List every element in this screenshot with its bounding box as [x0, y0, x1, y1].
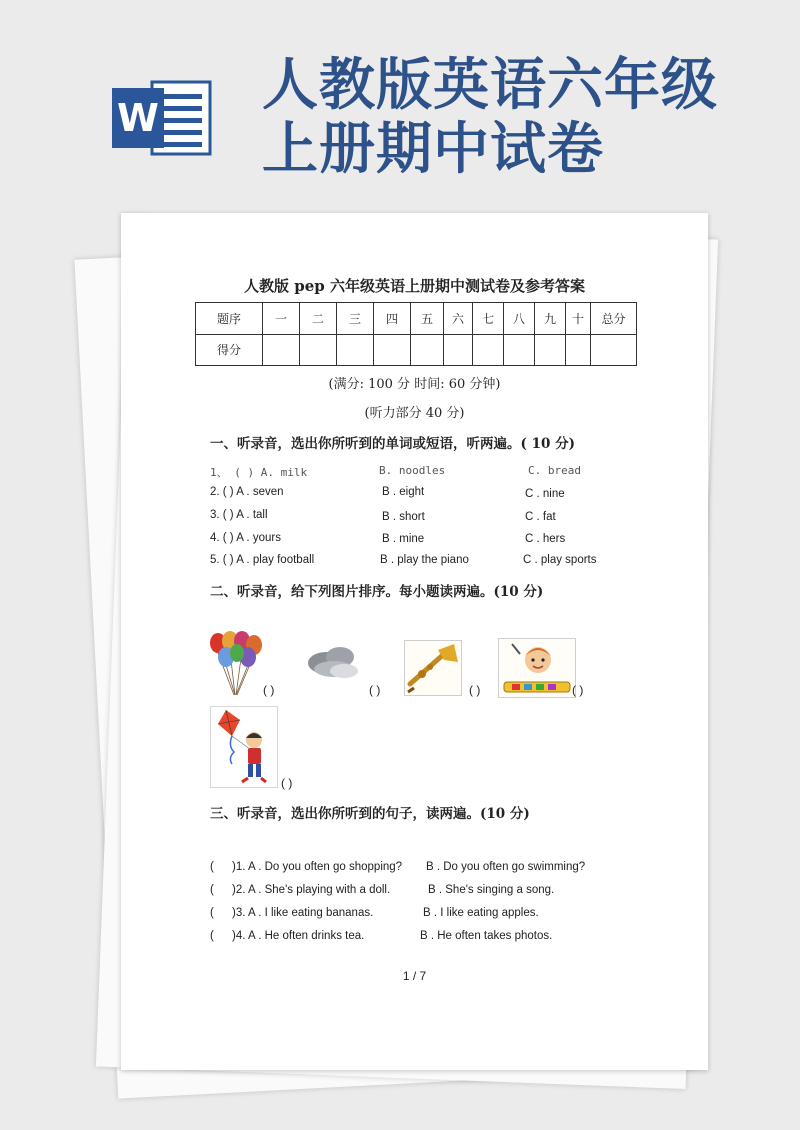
score-table-header-row	[196, 303, 637, 335]
banner-title-line1: 人教版英语六年级	[262, 53, 718, 118]
s1-item3-a: 3. ( ) A . tall	[210, 509, 268, 521]
s1-item5-a: 5. ( ) A . play football	[210, 554, 315, 566]
s1-item2-b: B . eight	[382, 486, 425, 498]
score-header-cell: 十	[566, 303, 591, 335]
trumpet-picture	[404, 640, 462, 696]
s1-item4-b: B . mine	[382, 533, 425, 545]
score-row-label: 得分	[196, 334, 263, 366]
score-cell	[473, 334, 504, 366]
score-header-cell: 三	[337, 303, 374, 335]
section2-title: 二、听录音，给下列图片排序。每小题读两遍。(10 分)	[210, 584, 544, 600]
s3-item3-a: )3. A . I like eating bananas.	[232, 907, 374, 919]
score-header-cell: 题序	[196, 303, 263, 335]
score-cell	[374, 334, 411, 366]
s3-item1-a: )1. A . Do you often go shopping?	[232, 861, 403, 873]
s3-item3-paren[interactable]: (	[210, 907, 214, 919]
s1-item4-c: C . hers	[525, 533, 566, 545]
boy-painting-picture	[498, 638, 576, 698]
score-cell	[566, 334, 591, 366]
s1-item3-c: C . fat	[525, 511, 556, 523]
page-number: 1 / 7	[402, 969, 427, 983]
s3-item3-b: B . I like eating apples.	[423, 907, 539, 919]
score-table-score-row	[196, 334, 637, 366]
banner-title-line2: 上册期中试卷	[262, 117, 604, 182]
answer-paren-2[interactable]: ( )	[369, 683, 381, 697]
score-header-cell: 二	[300, 303, 337, 335]
section1-title: 一、听录音，选出你所听到的单词或短语，听两遍。( 10 分)	[210, 436, 575, 452]
score-cell	[411, 334, 444, 366]
answer-paren-1[interactable]: ( )	[263, 683, 275, 697]
s3-item1-paren[interactable]: (	[210, 861, 214, 873]
section3-title: 三、听录音，选出你所听到的句子，读两遍。(10 分)	[210, 806, 530, 822]
score-cell	[263, 334, 300, 366]
score-cell	[300, 334, 337, 366]
svg-text:W: W	[117, 96, 159, 140]
s1-item1-a: 1、 ( ) A. milk	[210, 466, 308, 479]
banner-title	[262, 54, 782, 182]
score-header-cell: 七	[473, 303, 504, 335]
answer-paren-4[interactable]: ( )	[572, 683, 584, 697]
s3-item4-b: B . He often takes photos.	[420, 930, 553, 942]
s1-item2-c: C . nine	[525, 488, 565, 500]
score-header-cell: 一	[263, 303, 300, 335]
score-header-cell: 六	[444, 303, 473, 335]
document-title: 人教版 pep 六年级英语上册期中测试卷及参考答案	[244, 277, 585, 295]
kite-boy-picture	[210, 706, 278, 788]
s3-item2-paren[interactable]: (	[210, 884, 214, 896]
score-header-cell: 四	[374, 303, 411, 335]
score-cell	[337, 334, 374, 366]
s3-item1-b: B . Do you often go swimming?	[426, 861, 586, 873]
score-header-cell: 九	[535, 303, 566, 335]
balloons-picture	[206, 629, 266, 701]
s3-item2-a: )2. A . She's playing with a doll.	[232, 884, 391, 896]
score-cell	[591, 334, 637, 366]
s3-item2-b: B . She's singing a song.	[428, 884, 555, 896]
s1-item3-b: B . short	[382, 511, 425, 523]
score-table	[195, 302, 637, 366]
s3-item4-a: )4. A . He often drinks tea.	[232, 930, 365, 942]
word-document-icon	[112, 78, 214, 158]
s3-item4-paren[interactable]: (	[210, 930, 214, 942]
listening-part-label: (听力部分 40 分)	[364, 406, 465, 421]
score-header-cell: 八	[504, 303, 535, 335]
s1-item1-c: C. bread	[528, 464, 581, 477]
s1-item2-a: 2. ( ) A . seven	[210, 486, 284, 498]
s1-item1-b: B. noodles	[379, 464, 446, 477]
answer-paren-3[interactable]: ( )	[469, 683, 481, 697]
s1-item4-a: 4. ( ) A . yours	[210, 532, 281, 544]
score-cell	[504, 334, 535, 366]
exam-meta: (满分: 100 分 时间: 60 分钟)	[328, 377, 501, 392]
s1-item5-c: C . play sports	[523, 554, 597, 566]
score-header-cell: 总分	[591, 303, 637, 335]
answer-paren-5[interactable]: ( )	[281, 776, 293, 790]
score-cell	[444, 334, 473, 366]
cloud-picture	[304, 641, 362, 681]
score-header-cell: 五	[411, 303, 444, 335]
s1-item5-b: B . play the piano	[380, 554, 469, 566]
score-cell	[535, 334, 566, 366]
document-page	[121, 213, 708, 1070]
